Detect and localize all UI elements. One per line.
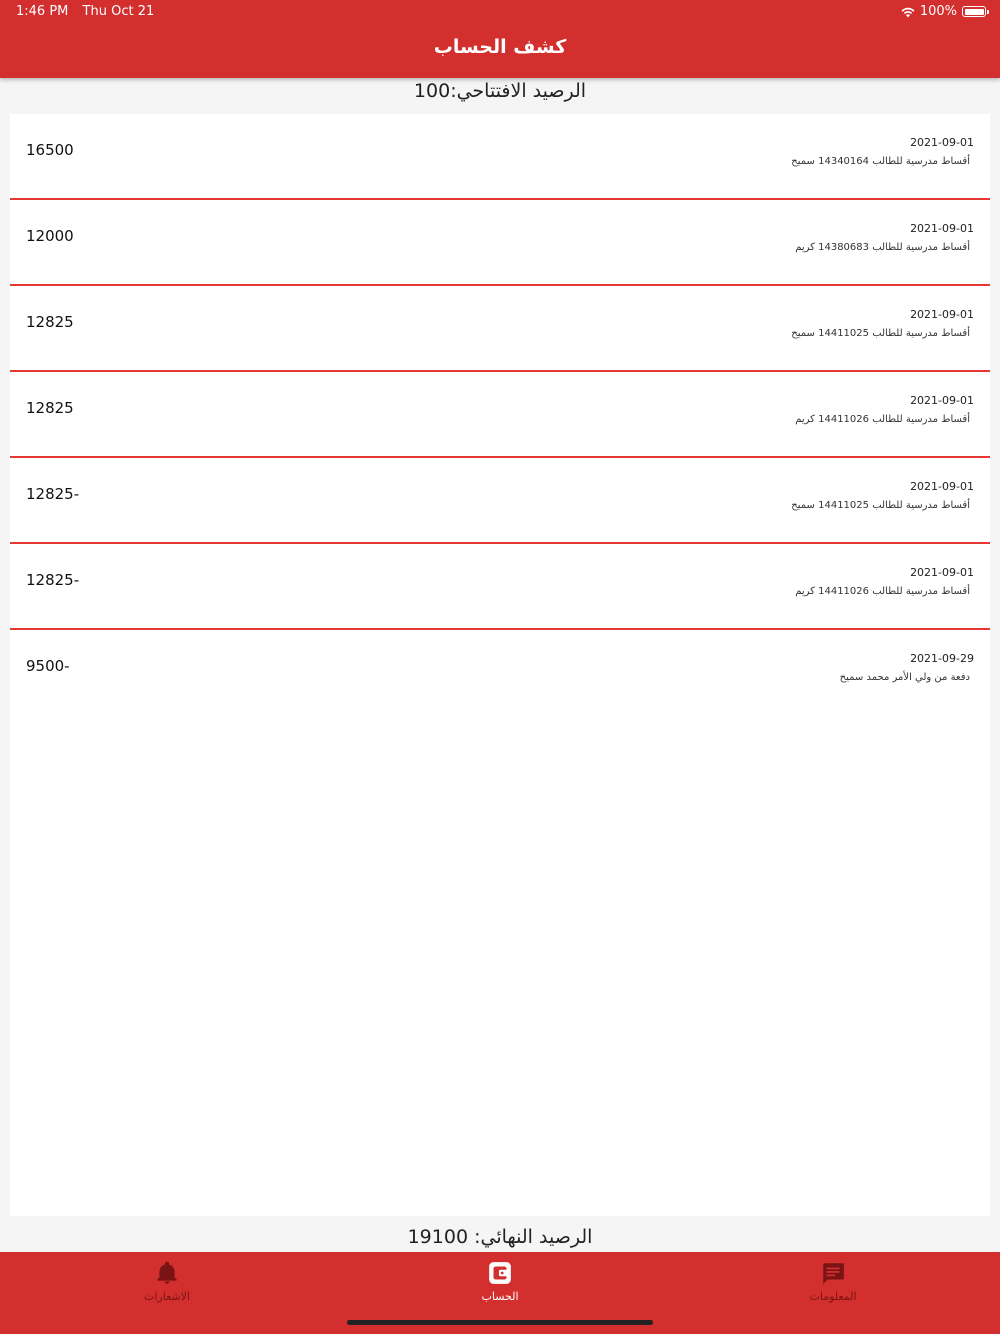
transaction-date: 2021-09-01 [910,222,974,235]
transaction-description: أقساط مدرسية للطالب 14411025 سميح [791,328,970,339]
transaction-amount: 12825- [26,485,80,503]
transaction-row[interactable] [10,458,990,544]
page-title: كشف الحساب [433,36,567,58]
transaction-description: أقساط مدرسية للطالب 14380683 كريم [795,242,970,253]
battery-icon [962,6,986,17]
transaction-date: 2021-09-01 [910,394,974,407]
message-icon [820,1260,846,1286]
transaction-date: 2021-09-01 [910,566,974,579]
status-clock: 1:46 PM [16,4,69,19]
transaction-amount: 9500- [26,657,70,675]
battery-percent: 100% [919,4,957,19]
closing-balance: الرصيد النهائي: 19100 [407,1226,593,1248]
home-indicator[interactable] [347,1320,653,1325]
transaction-description: أقساط مدرسية للطالب 14340164 سميح [791,156,970,167]
transaction-date: 2021-09-01 [910,308,974,321]
transaction-amount: 12000 [26,227,74,245]
status-date: Thu Oct 21 [82,4,155,19]
status-time [16,4,154,19]
wallet-icon [487,1260,513,1286]
wifi-icon [901,6,915,18]
tab-info-label: المعلومات [809,1290,857,1303]
transaction-row[interactable] [10,630,990,716]
transaction-date: 2021-09-01 [910,480,974,493]
status-indicators [901,4,986,19]
transaction-date: 2021-09-29 [910,652,974,665]
app-header [0,0,1000,78]
opening-balance: الرصيد الافتتاحي:100 [413,80,587,102]
transaction-row[interactable] [10,200,990,286]
transaction-row[interactable] [10,286,990,372]
transaction-description: دفعة من ولي الأمر محمد سميح [839,672,970,683]
tab-info[interactable] [753,1260,913,1303]
transaction-row[interactable] [10,372,990,458]
transaction-description: أقساط مدرسية للطالب 14411025 سميح [791,500,970,511]
transaction-row[interactable] [10,544,990,630]
tab-notifications-label: الاشعارات [144,1290,190,1303]
transaction-date: 2021-09-01 [910,136,974,149]
transaction-amount: 12825 [26,313,74,331]
transaction-amount: 16500 [26,141,74,159]
transactions-list[interactable] [10,114,990,1216]
transaction-amount: 12825 [26,399,74,417]
transaction-description: أقساط مدرسية للطالب 14411026 كريم [795,414,970,425]
bell-icon [154,1260,180,1286]
tab-notifications[interactable] [87,1260,247,1303]
transaction-amount: 12825- [26,571,80,589]
tab-account-label: الحساب [481,1290,519,1303]
transaction-row[interactable] [10,114,990,200]
tab-account[interactable] [420,1260,580,1303]
transaction-description: أقساط مدرسية للطالب 14411026 كريم [795,586,970,597]
